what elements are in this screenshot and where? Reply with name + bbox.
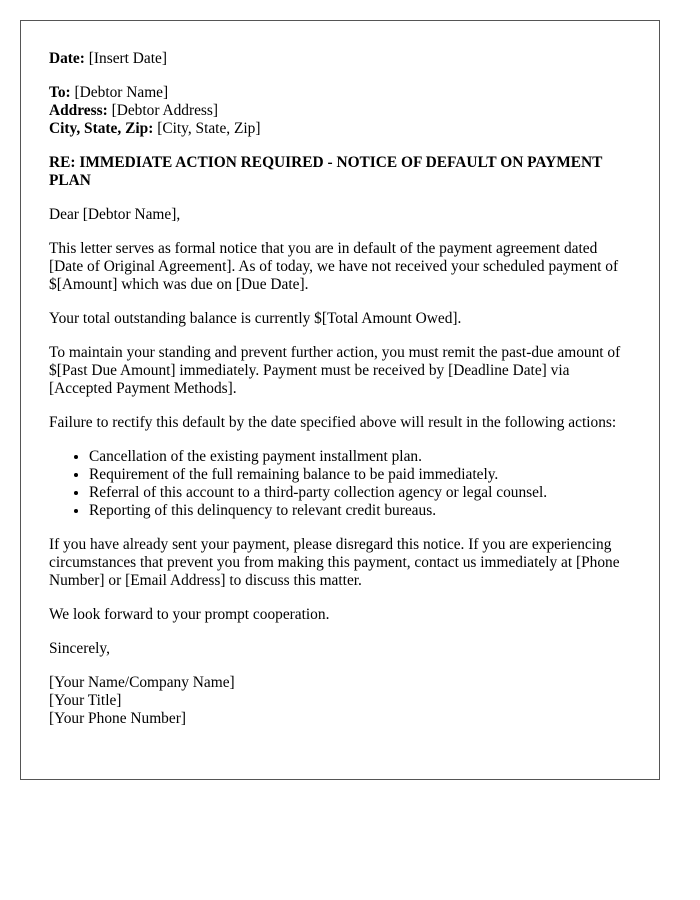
to-value: [Debtor Name] (74, 84, 169, 101)
salutation: Dear [Debtor Name], (49, 206, 181, 223)
body-paragraph-3: To maintain your standing and prevent further action, you must remit the past-due amount of $[Past Due Amount] immediately. Payment must be received by [Deadline Date] via [Accepted Payment Methods]. (49, 344, 621, 397)
list-item: • Cancellation of the existing payment installment plan. (89, 448, 631, 466)
signature-phone: [Your Phone Number] (49, 710, 186, 727)
to-label: To: (49, 84, 71, 101)
letter-document (20, 20, 660, 780)
address-line (49, 102, 631, 120)
address-label: Address: (49, 102, 108, 119)
signature-title: [Your Title] (49, 692, 122, 709)
city-value: [City, State, Zip] (157, 120, 261, 137)
body-paragraph-6: We look forward to your prompt cooperation. (49, 606, 330, 623)
city-label: City, State, Zip: (49, 120, 154, 137)
closing: Sincerely, (49, 640, 110, 657)
address-value: [Debtor Address] (111, 102, 219, 119)
list-item: • Referral of this account to a third-party collection agency or legal counsel. (89, 484, 631, 502)
list-item: • Reporting of this delinquency to relevant credit bureaus. (89, 502, 631, 520)
subject-line: RE: IMMEDIATE ACTION REQUIRED - NOTICE OF DEFAULT ON PAYMENT PLAN (49, 154, 603, 189)
body-paragraph-5: If you have already sent your payment, please disregard this notice. If you are experiencing circumstances that prevent you from making this payment, contact us immediately at [Phone Number] or [Email Address] to discuss this matter. (49, 536, 620, 589)
date-label: Date: (49, 50, 85, 67)
body-paragraph-4: Failure to rectify this default by the date specified above will result in the following actions: (49, 414, 617, 431)
city-line (49, 120, 631, 138)
recipient-block (49, 84, 631, 138)
date-line (49, 50, 631, 68)
body-paragraph-1: This letter serves as formal notice that you are in default of the payment agreement dated [Date of Original Agreement]. As of today, we have not received your scheduled payment of $[Amount] which was due on [Due Date]. (49, 240, 619, 293)
list-item: • Requirement of the full remaining balance to be paid immediately. (89, 466, 631, 484)
to-line (49, 84, 631, 102)
date-value: [Insert Date] (88, 50, 167, 67)
signature-block (49, 674, 631, 728)
signature-name: [Your Name/Company Name] (49, 674, 235, 691)
body-paragraph-2: Your total outstanding balance is currently $[Total Amount Owed]. (49, 310, 462, 327)
consequences-list (49, 448, 631, 520)
